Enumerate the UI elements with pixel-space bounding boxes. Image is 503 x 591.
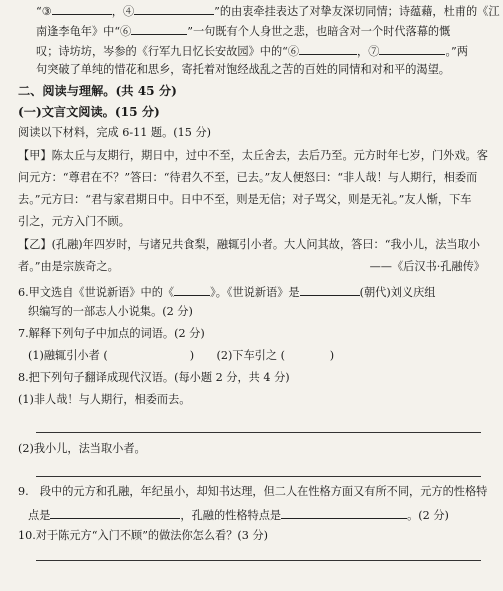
passage-yi-line2: 者。”由是宗族奇之。 ——《后汉书·孔融传》 [18, 260, 485, 273]
question-7: 7.解释下列句子中加点的词语。(2 分) [18, 327, 205, 340]
passage-yi-line1: 【乙】(孔融)年四岁时，与诸兄共食梨，融辄引小者。大人问其故，答曰：“我小儿，法当取小 [18, 238, 480, 251]
question-8-item2: (2)我小儿，法当取小者。 [18, 442, 146, 455]
blank-4 [134, 2, 214, 15]
blank-6b [299, 42, 357, 55]
passage-jia-line2: 问元方：“尊君在不？”答曰：“待君久不至，已去。”友人便怒曰：“非人哉！与人期行，相委而 [18, 171, 478, 184]
blank-6 [131, 22, 187, 35]
question-8: 8.把下列句子翻译成现代汉语。(每小题 2 分，共 4 分) [18, 371, 290, 384]
q6-blank-2 [300, 283, 360, 296]
q5-line3: 叹；诗坊坊，岑参的《行军九日忆长安故园》中的“⑥ ，⑦ 。”两 [18, 42, 493, 60]
q5-line1: “③ ，④ ”的由衷牵挂表达了对挚友深切同情；诗蕴藉，杜甫的《江 [18, 2, 493, 20]
subsection-one-heading: (一)文言文阅读。(15 分) [18, 105, 160, 119]
reading-instruction: 阅读以下材料，完成 6-11 题。(15 分) [18, 126, 212, 139]
question-10: 10.对于陈元方“入门不顾”的做法你怎么看？(3 分) [18, 529, 269, 542]
blank-3 [52, 2, 112, 15]
q9-blank-1 [50, 506, 180, 519]
q8-answer-line-1 [36, 432, 481, 433]
question-9-cont: 点是 ，孔融的性格特点是 。(2 分) [18, 506, 493, 524]
passage-jia-line4: 引之，元方入门不顾。 [18, 215, 130, 228]
q8-answer-line-2 [36, 476, 481, 477]
q5-line4: 句突破了单纯的惜花和思乡，寄托着对饱经战乱之苦的百姓的同情和对和平的渴望。 [36, 63, 450, 76]
passage-jia-line1: 【甲】陈太丘与友期行，期日中，过中不至，太丘舍去，去后乃至。元方时年七岁，门外戏。客 [18, 149, 488, 162]
passage-yi-source: ——《后汉书·孔融传》 [369, 260, 485, 273]
question-6-cont: 织编写的一部志人小说集。(2 分) [28, 305, 193, 318]
section-two-heading: 二、阅读与理解。(共 45 分) [18, 84, 177, 98]
question-6: 6.甲文选自《世说新语》中的《 》。《世说新语》是 (朝代)刘义庆组 [18, 283, 493, 301]
q9-blank-2 [281, 506, 407, 519]
q5-line2: 南逢李龟年》中“⑥ ”一句既有个人身世之悲，也暗含对一个时代落幕的慨 [18, 22, 493, 40]
question-7-items: (1)融辄引小者 ( ) (2)下车引之 ( ) [28, 349, 335, 362]
blank-7 [379, 42, 445, 55]
passage-jia-line3: 去。”元方曰：“君与家君期日中。日中不至，则是无信；对子骂父，则是无礼。”友人惭，下车 [18, 193, 472, 206]
question-9: 9. 段中的元方和孔融，年纪虽小，却知书达理，但二人在性格方面又有所不同，元方的性格特 [18, 485, 488, 498]
q6-blank-1 [174, 283, 210, 296]
question-8-item1: (1)非人哉！与人期行，相委而去。 [18, 393, 191, 406]
q10-answer-line [36, 560, 481, 561]
